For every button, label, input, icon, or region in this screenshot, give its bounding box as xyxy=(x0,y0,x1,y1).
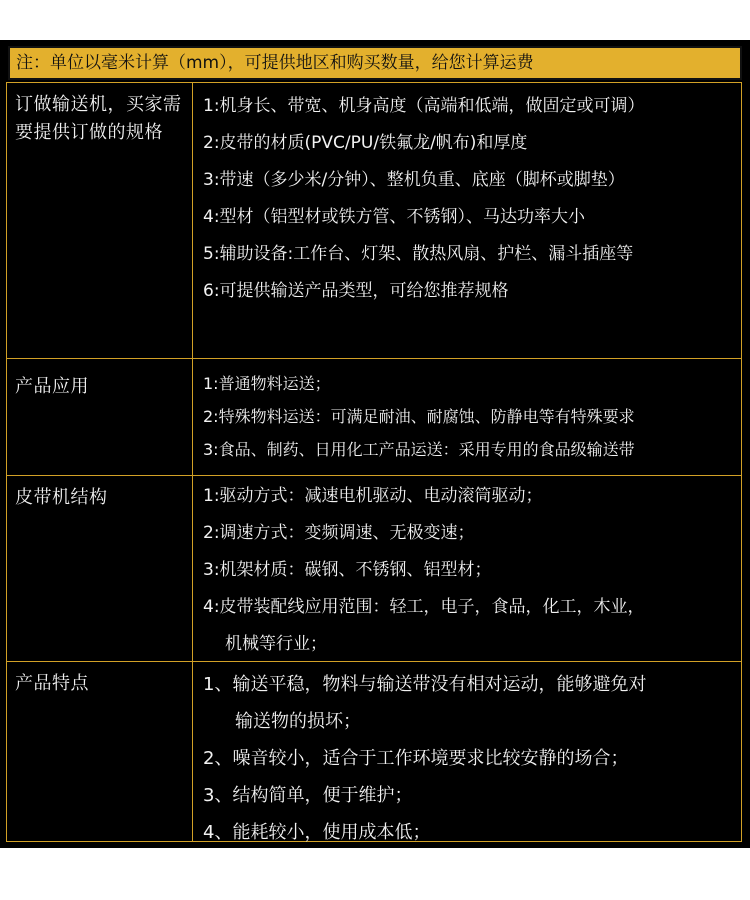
custom-spec-list xyxy=(203,88,733,310)
structure-list xyxy=(203,478,733,663)
list-item: 1、输送平稳，物料与输送带没有相对运动，能够避免对 xyxy=(203,674,647,695)
list-item: 3、结构简单，便于维护； xyxy=(203,785,413,806)
list-item: 1:机身长、带宽、机身高度（高端和低端，做固定或可调） xyxy=(203,96,645,116)
list-item: 4:皮带装配线应用范围：轻工，电子，食品，化工，木业， xyxy=(203,597,645,617)
section-heading-custom-specs: 订做输送机，买家需要提供订做的规格 xyxy=(15,94,182,143)
spec-table xyxy=(0,40,750,848)
section-heading-structure: 皮带机结构 xyxy=(15,487,108,508)
spec-grid xyxy=(6,82,742,842)
list-item: 3:带速（多少米/分钟）、整机负重、底座（脚杯或脚垫） xyxy=(203,170,625,190)
list-item: 2:调速方式：变频调速、无极变速； xyxy=(203,523,475,543)
section-applications xyxy=(7,359,741,475)
units-notice: 注：单位以毫米计算（mm），可提供地区和购买数量，给您计算运费 xyxy=(8,46,742,80)
list-item: 输送物的损坏； xyxy=(235,711,361,732)
list-item: 2、噪音较小，适合于工作环境要求比较安静的场合； xyxy=(203,748,629,769)
list-item: 1:驱动方式：减速电机驱动、电动滚筒驱动； xyxy=(203,486,543,506)
section-features xyxy=(7,662,741,841)
feature-list xyxy=(203,666,733,851)
list-item: 4、能耗较小，使用成本低； xyxy=(203,822,431,843)
application-list xyxy=(203,367,733,466)
section-heading-applications: 产品应用 xyxy=(15,376,89,397)
list-item: 5:辅助设备:工作台、灯架、散热风扇、护栏、漏斗插座等 xyxy=(203,244,634,264)
section-heading-features: 产品特点 xyxy=(15,673,89,694)
list-item: 4:型材（铝型材或铁方管、不锈钢）、马达功率大小 xyxy=(203,207,586,227)
list-item: 2:皮带的材质(PVC/PU/铁氟龙/帆布)和厚度 xyxy=(203,133,528,153)
list-item: 6:可提供输送产品类型，可给您推荐规格 xyxy=(203,281,509,301)
section-structure xyxy=(7,476,741,661)
list-item: 机械等行业； xyxy=(225,634,327,654)
list-item: 1:普通物料运送； xyxy=(203,374,331,393)
list-item: 3:食品、制药、日用化工产品运送：采用专用的食品级输送带 xyxy=(203,440,635,459)
list-item: 2:特殊物料运送：可满足耐油、耐腐蚀、防静电等有特殊要求 xyxy=(203,407,635,426)
list-item: 3:机架材质：碳钢、不锈钢、铝型材； xyxy=(203,560,492,580)
section-custom-specs xyxy=(7,83,741,358)
